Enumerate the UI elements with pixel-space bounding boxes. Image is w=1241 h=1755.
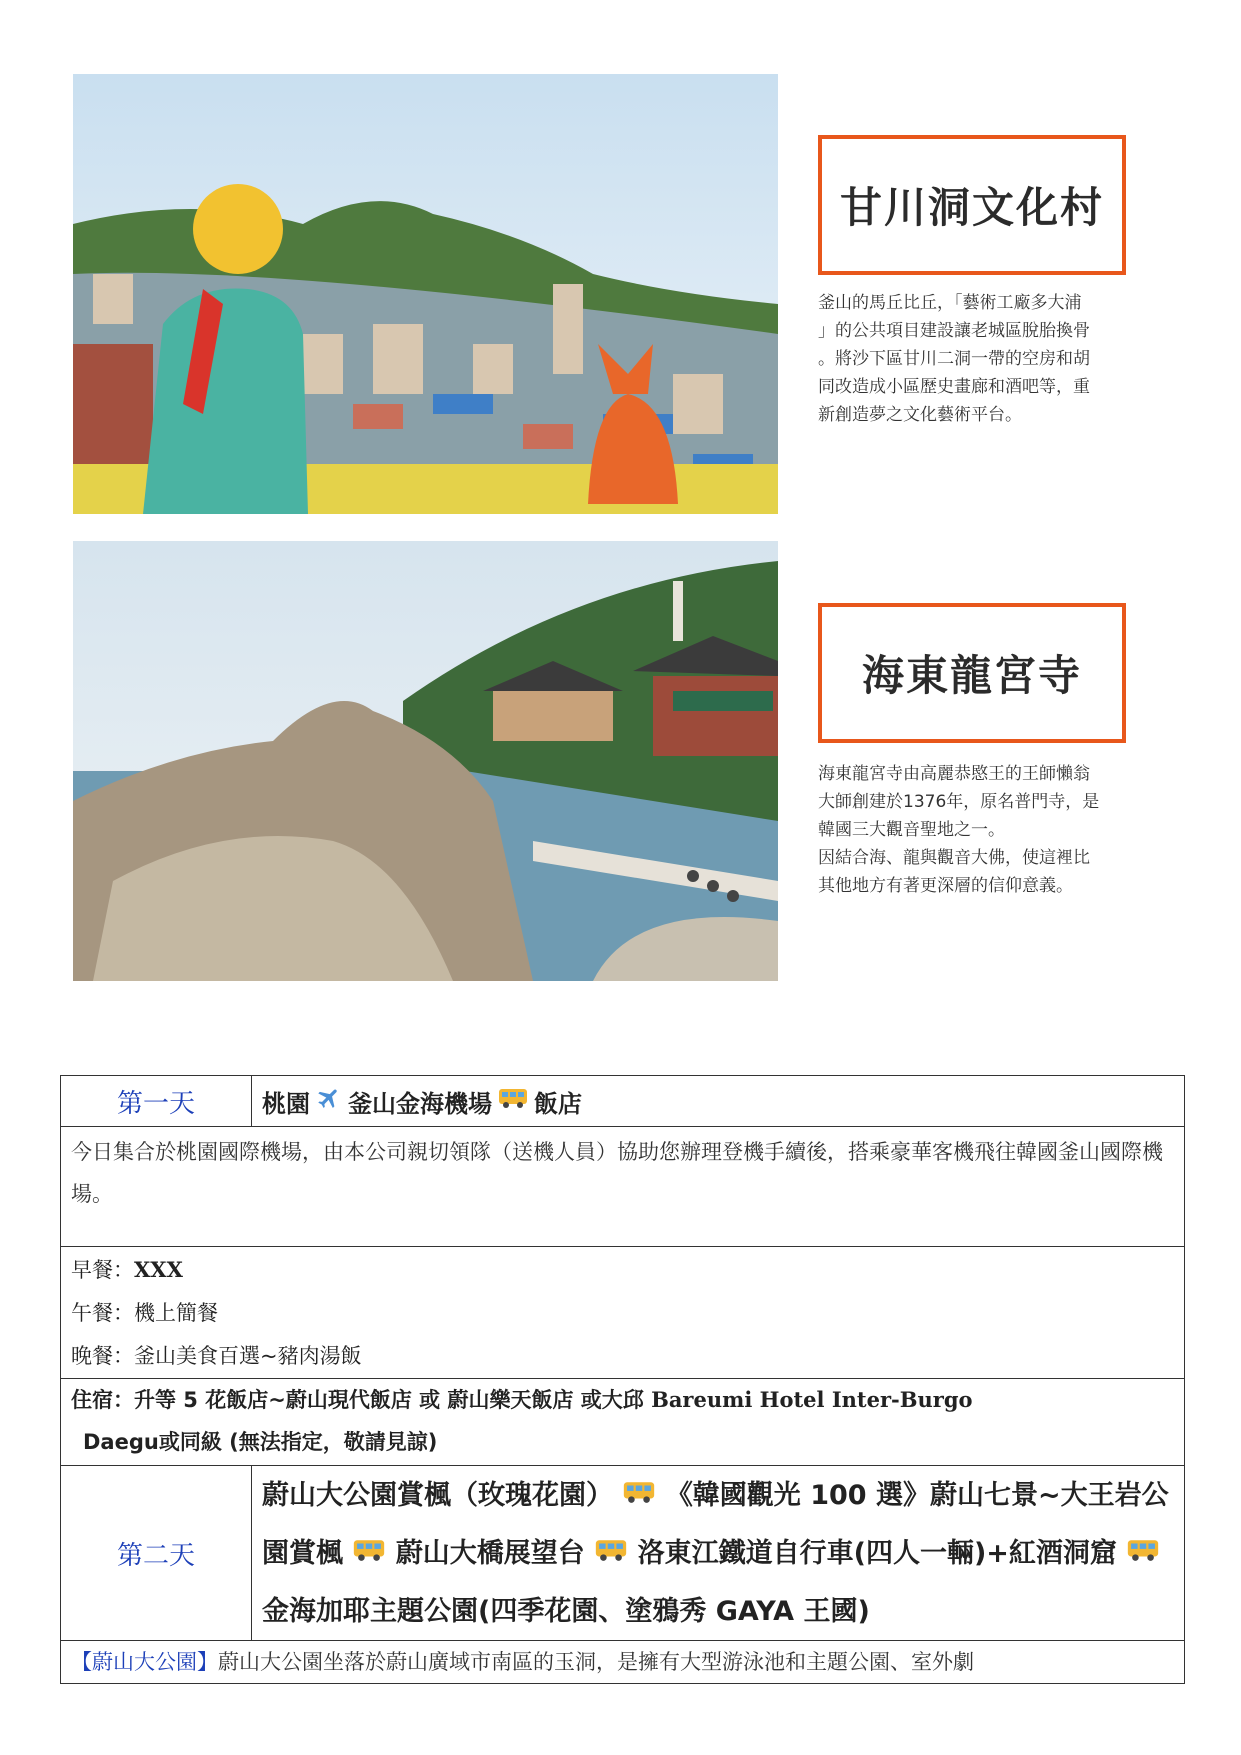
haedong-description: 海東龍宮寺由高麗恭愍王的王師懶翁 大師創建於1376年，原名普門寺，是 韓國三大觀音聖地之一。 因結合海、龍與觀音大佛，使這裡比 其他地方有著更深層的信仰意義。 (818, 764, 1100, 896)
haedong-temple-photo (73, 541, 778, 981)
day1-label: 第一天 (61, 1076, 252, 1127)
day2-route: 蔚山大公園賞楓（玫瑰花園） 《韓國觀光 100 選》蔚山七景~大王岩公園賞楓 蔚山大橋展望台 洛東江鐵道自行車(四人一輛)+紅酒洞窟 金海加耶主題公園(四季花園、塗鴉秀 GAYA 王國) (252, 1466, 1185, 1641)
day2-row (61, 1466, 1185, 1641)
airplane-icon (316, 1085, 342, 1117)
itinerary-table (60, 1075, 1185, 1684)
bus-icon (498, 1086, 528, 1116)
dinner: 晚餐：釜山美食百選~豬肉湯飯 (71, 1344, 362, 1368)
meals-row (61, 1247, 1185, 1379)
day2-intro-row (61, 1641, 1185, 1684)
day1-header-row (61, 1076, 1185, 1127)
gamcheon-description: 釜山的馬丘比丘，「藝術工廠多大浦 」的公共項目建設讓老城區脫胎換骨 。將沙下區甘川二洞一帶的空房和胡 同改造成小區歷史畫廊和酒吧等，重 新創造夢之文化藝術平台。 (818, 293, 1090, 425)
bus-icon (622, 1468, 656, 1525)
intro-text: 蔚山大公園坐落於蔚山廣域市南區的玉洞，是擁有大型游泳池和主題公園、室外劇 (218, 1650, 974, 1674)
bus-icon (352, 1526, 386, 1583)
day1-description-row (61, 1127, 1185, 1247)
route-origin: 桃園 (262, 1089, 310, 1118)
day1-description: 今日集合於桃園國際機場，由本公司親切領隊（送機人員）協助您辦理登機手續後，搭乘豪華客機飛往韓國釜山國際機場。 (61, 1127, 1185, 1247)
day1-route (252, 1076, 1185, 1127)
route-airport: 釜山金海機場 (348, 1089, 492, 1118)
bus-icon (1126, 1526, 1160, 1583)
haedong-title: 海東龍宮寺 (818, 603, 1126, 743)
gamcheon-title: 甘川洞文化村 (818, 135, 1126, 275)
day2-intro (61, 1641, 1185, 1684)
intro-title: 【蔚山大公園】 (71, 1650, 218, 1674)
bus-icon (594, 1526, 628, 1583)
route-hotel: 飯店 (534, 1089, 582, 1118)
stay-cell: 住宿：升等 5 花飯店~蔚山現代飯店 或 蔚山樂天飯店 或大邱 Bareumi Hotel Inter-Burgo Daegu或同級 (無法指定，敬請見諒) (61, 1379, 1185, 1466)
breakfast: 早餐：XXX (71, 1257, 183, 1282)
lunch: 午餐：機上簡餐 (71, 1301, 218, 1325)
gamcheon-village-photo (73, 74, 778, 514)
day2-label: 第二天 (61, 1466, 252, 1641)
meals-cell (61, 1247, 1185, 1379)
stay-row (61, 1379, 1185, 1466)
